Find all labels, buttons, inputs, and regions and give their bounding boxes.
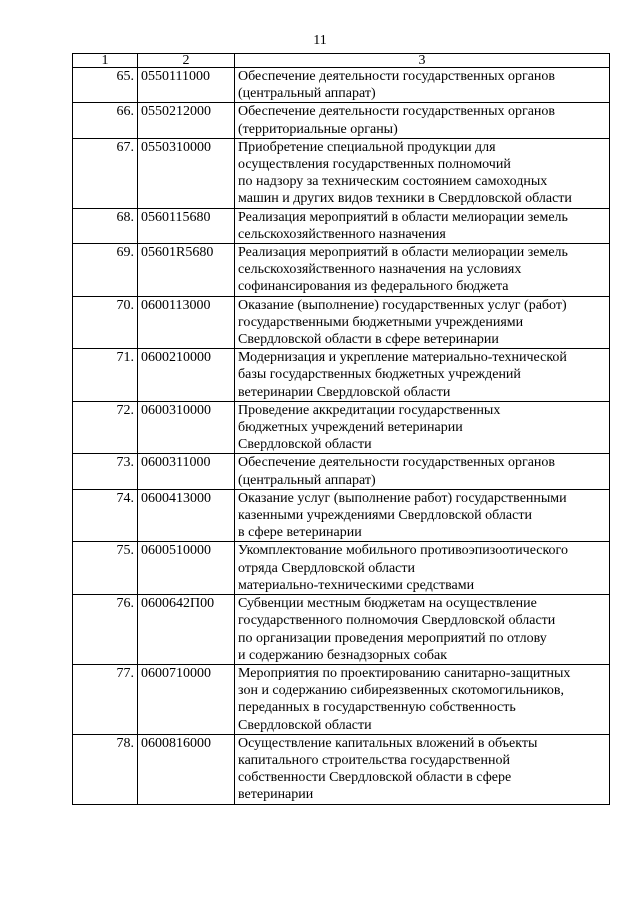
name-line: Мероприятия по проектированию санитарно-защитных <box>238 665 571 681</box>
name-line: Реализация мероприятий в области мелиорации земель <box>238 245 568 261</box>
table-row <box>73 68 610 103</box>
name-line: Оказание (выполнение) государственных услуг (работ) <box>238 297 567 313</box>
name-line: софинансирования из федерального бюджета <box>238 279 509 295</box>
name-line: капитального строительства государственной <box>238 752 510 768</box>
name-line: Проведение аккредитации государственных <box>238 402 501 418</box>
name-line: бюджетных учреждений ветеринарии <box>238 420 463 436</box>
target-article-code: 0550111000 <box>138 68 235 103</box>
target-article-name <box>235 734 610 804</box>
name-line: машин и других видов техники в Свердловской области <box>238 191 572 207</box>
name-line: отряда Свердловской области <box>238 560 416 576</box>
name-line: сельскохозяйственного назначения на условиях <box>238 262 522 278</box>
target-article-code: 0600816000 <box>138 734 235 804</box>
target-article-name <box>235 595 610 665</box>
row-number: 71. <box>73 349 138 402</box>
table-body <box>73 68 610 805</box>
name-line: по организации проведения мероприятий по отлову <box>238 630 547 646</box>
name-line: Укомплектование мобильного противоэпизоотического <box>238 543 568 559</box>
row-number: 74. <box>73 489 138 542</box>
target-article-name <box>235 349 610 402</box>
table-row <box>73 734 610 804</box>
name-line: Обеспечение деятельности государственных органов <box>238 455 556 471</box>
name-line: собственности Свердловской области в сфере <box>238 770 512 786</box>
table-row <box>73 454 610 489</box>
target-article-name <box>235 103 610 138</box>
name-line: Осуществление капитальных вложений в объекты <box>238 735 538 751</box>
target-article-code: 05601R5680 <box>138 244 235 297</box>
name-line: зон и содержанию сибиреязвенных скотомогильников, <box>238 683 564 699</box>
name-line: ветеринарии Свердловской области <box>238 384 451 400</box>
name-line: Модернизация и укрепление материально-технической <box>238 350 567 366</box>
row-number: 72. <box>73 401 138 454</box>
table-row <box>73 208 610 243</box>
target-article-name <box>235 208 610 243</box>
name-line: переданных в государственную собственность <box>238 700 516 716</box>
row-number: 77. <box>73 664 138 734</box>
name-line: Субвенции местным бюджетам на осуществление <box>238 596 537 612</box>
name-line: (центральный аппарат) <box>238 86 376 102</box>
name-line: казенными учреждениями Свердловской области <box>238 508 532 524</box>
row-number: 69. <box>73 244 138 297</box>
name-line: государственными бюджетными учреждениями <box>238 314 524 330</box>
table-row <box>73 489 610 542</box>
target-article-code: 0550310000 <box>138 138 235 208</box>
target-article-code: 0560115680 <box>138 208 235 243</box>
table-row <box>73 542 610 595</box>
table-row <box>73 349 610 402</box>
target-article-code: 0600210000 <box>138 349 235 402</box>
row-number: 73. <box>73 454 138 489</box>
name-line: Приобретение специальной продукции для <box>238 139 496 155</box>
page-number: 11 <box>313 33 327 48</box>
target-article-name <box>235 454 610 489</box>
name-line: Реализация мероприятий в области мелиорации земель <box>238 209 568 225</box>
name-line: (центральный аппарат) <box>238 472 376 488</box>
row-number: 78. <box>73 734 138 804</box>
target-article-name <box>235 296 610 349</box>
target-article-code: 0550212000 <box>138 103 235 138</box>
name-line: Оказание услуг (выполнение работ) государственными <box>238 490 567 506</box>
column-header-code: 2 <box>138 54 235 68</box>
target-article-name <box>235 68 610 103</box>
row-number: 75. <box>73 542 138 595</box>
budget-classification-table <box>72 53 610 805</box>
target-article-code: 0600510000 <box>138 542 235 595</box>
target-article-name <box>235 401 610 454</box>
target-article-code: 0600413000 <box>138 489 235 542</box>
name-line: по надзору за техническим состоянием самоходных <box>238 174 548 190</box>
name-line: осуществления государственных полномочий <box>238 157 511 173</box>
table-row <box>73 244 610 297</box>
target-article-name <box>235 542 610 595</box>
name-line: Свердловской области <box>238 437 372 453</box>
name-line: Обеспечение деятельности государственных органов <box>238 69 556 84</box>
row-number: 67. <box>73 138 138 208</box>
name-line: ветеринарии <box>238 787 314 803</box>
name-line: (территориальные органы) <box>238 121 398 137</box>
table-header-row <box>73 54 610 68</box>
name-line: базы государственных бюджетных учреждений <box>238 367 521 383</box>
target-article-code: 0600311000 <box>138 454 235 489</box>
name-line: сельскохозяйственного назначения <box>238 226 446 242</box>
name-line: и содержанию безнадзорных собак <box>238 647 448 663</box>
row-number: 76. <box>73 595 138 665</box>
name-line: материально-техническими средствами <box>238 577 475 593</box>
table-row <box>73 664 610 734</box>
name-line: Свердловской области <box>238 717 372 733</box>
target-article-name <box>235 244 610 297</box>
name-line: Свердловской области в сфере ветеринарии <box>238 332 499 348</box>
target-article-name <box>235 664 610 734</box>
column-header-name: 3 <box>235 54 610 68</box>
name-line: государственного полномочия Свердловской области <box>238 613 556 629</box>
column-header-number: 1 <box>73 54 138 68</box>
target-article-code: 0600710000 <box>138 664 235 734</box>
target-article-code: 0600310000 <box>138 401 235 454</box>
table-row <box>73 138 610 208</box>
target-article-code: 0600642П00 <box>138 595 235 665</box>
table-row <box>73 595 610 665</box>
target-article-code: 0600113000 <box>138 296 235 349</box>
name-line: в сфере ветеринарии <box>238 525 362 541</box>
row-number: 65. <box>73 68 138 103</box>
table-row <box>73 296 610 349</box>
target-article-name <box>235 138 610 208</box>
target-article-name <box>235 489 610 542</box>
row-number: 66. <box>73 103 138 138</box>
table-row <box>73 401 610 454</box>
name-line: Обеспечение деятельности государственных органов <box>238 104 556 120</box>
row-number: 68. <box>73 208 138 243</box>
row-number: 70. <box>73 296 138 349</box>
table-row <box>73 103 610 138</box>
